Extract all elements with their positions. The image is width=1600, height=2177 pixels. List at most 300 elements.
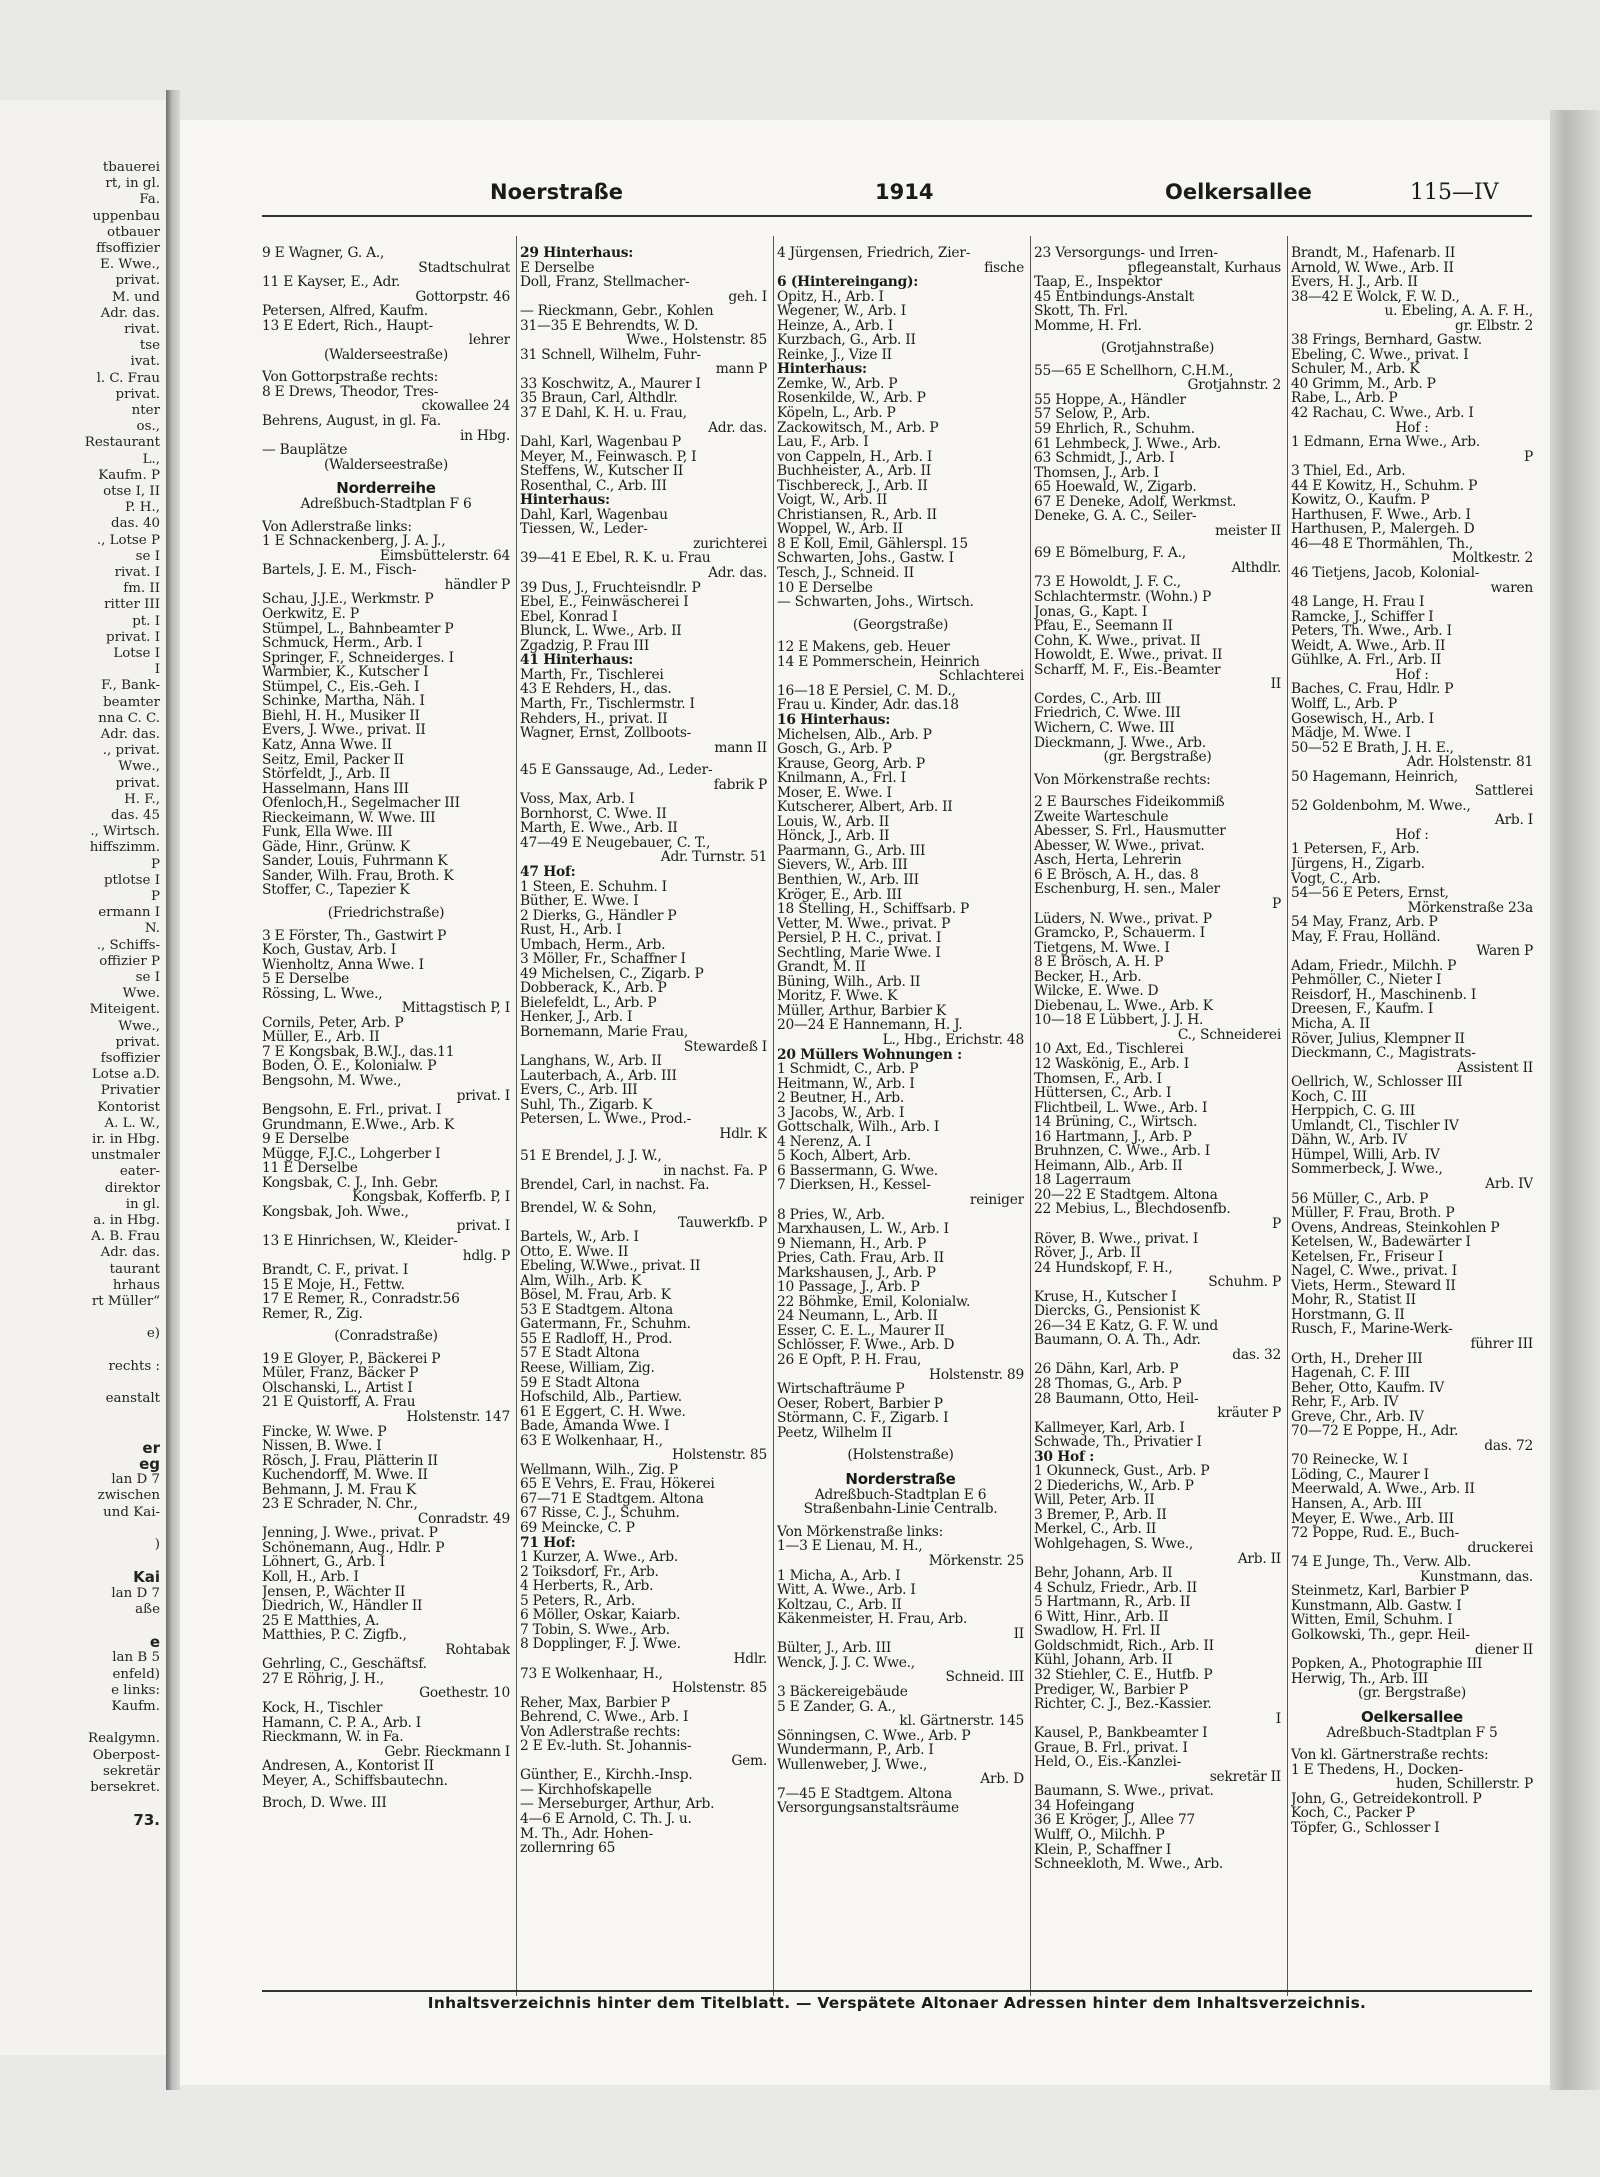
- directory-line: Zgadzig, P. Frau III: [520, 638, 650, 654]
- directory-line: 73 E Howoldt, J. F. C.,: [1034, 575, 1181, 591]
- directory-line: Reinke, J., Vize II: [777, 347, 892, 363]
- directory-line: Asch, Herta, Lehrerin: [1034, 853, 1182, 868]
- directory-line: 18 Stelling, H., Schiffsarb. P: [777, 902, 969, 917]
- directory-line: Käkenmeister, H. Frau, Arb.: [777, 1612, 968, 1627]
- running-head-year: 1914: [875, 180, 934, 204]
- directory-line: Wienholtz, Anna Wwe. I: [262, 957, 424, 973]
- directory-line: Petersen, L. Wwe., Prod.-: [520, 1112, 692, 1127]
- directory-line: Marth, Fr., Tischlerei: [520, 667, 664, 683]
- directory-line: 6 E Brösch, A. H., das. 8: [1034, 867, 1199, 883]
- left-page-line: Wwe.,: [118, 759, 160, 775]
- directory-line: 22 Böhmke, Emil, Kolonialw.: [777, 1294, 971, 1310]
- directory-line: C., Schneiderei: [1177, 1027, 1281, 1043]
- directory-line: 18 Lagerraum: [1034, 1173, 1131, 1188]
- left-page-line: privat.: [115, 273, 160, 289]
- directory-line: 22 Mebius, L., Blechdosenfb.: [1034, 1202, 1231, 1217]
- directory-line: Bornemann, Marie Frau,: [520, 1024, 689, 1040]
- directory-line: Dähn, W., Arb. IV: [1291, 1133, 1408, 1148]
- directory-line: 71 Hof:: [520, 1535, 576, 1551]
- directory-line: Wegener, W., Arb. I: [777, 304, 906, 319]
- directory-line: Will, Peter, Arb. II: [1034, 1493, 1155, 1508]
- directory-line: Behrens, August, in gl. Fa.: [262, 414, 441, 429]
- directory-line: Beher, Otto, Kaufm. IV: [1291, 1380, 1444, 1396]
- directory-line: Kutscherer, Albert, Arb. II: [777, 800, 953, 815]
- directory-line: 8 Dopplinger, F. J. Wwe.: [520, 1637, 681, 1652]
- directory-line: 3 Möller, Fr., Schaffner I: [520, 952, 686, 967]
- directory-line: 46—48 E Thormählen, Th.,: [1291, 536, 1474, 552]
- left-page-line: lan B 5: [112, 1650, 160, 1666]
- directory-line: 24 Neumann, L., Arb. II: [777, 1309, 938, 1324]
- directory-line: Holstenstr. 85: [672, 1448, 767, 1463]
- directory-line: Oerkwitz, E. P: [262, 607, 359, 622]
- left-page-line: otse I, II: [103, 484, 160, 499]
- directory-line: 14 E Pommerschein, Heinrich: [777, 654, 980, 670]
- directory-line: Koch, C. III: [1291, 1089, 1367, 1105]
- directory-line: Assistent II: [1456, 1060, 1533, 1076]
- directory-line: Reisdorf, H., Maschinenb. I: [1291, 987, 1477, 1003]
- directory-line: Arb. I: [1494, 813, 1533, 828]
- left-page-line: Realgymn.: [88, 1731, 160, 1747]
- directory-line: 1 Micha, A., Arb. I: [777, 1568, 901, 1584]
- left-page-line: enfeld): [112, 1666, 160, 1682]
- directory-line: Golkowski, Th., gepr. Heil-: [1291, 1627, 1470, 1643]
- directory-line: 72 Poppe, Rud. E., Buch-: [1291, 1526, 1459, 1541]
- directory-line: Nissen, B. Wwe. I: [262, 1439, 382, 1454]
- directory-line: Sander, Wilh. Frau, Broth. K: [262, 868, 454, 884]
- left-page-line: Kaufm.: [111, 1699, 160, 1714]
- directory-line: Schau, J.J.E., Werkmstr. P: [262, 592, 434, 608]
- directory-line: 4 Schulz, Friedr., Arb. II: [1034, 1580, 1197, 1596]
- directory-line: 41 Hinterhaus:: [520, 653, 634, 668]
- directory-line: Von Mörkenstraße rechts:: [1034, 772, 1211, 788]
- directory-line: Von Adlerstraße rechts:: [520, 1724, 681, 1740]
- directory-line: 9 E Wagner, G. A.,: [262, 246, 385, 261]
- directory-line: Behr, Johann, Arb. II: [1034, 1566, 1173, 1581]
- left-page-line: nna C. C.: [98, 710, 160, 726]
- directory-line: Müller, F. Frau, Broth. P: [1291, 1206, 1455, 1221]
- directory-line: Tesch, J., Schneid. II: [777, 566, 914, 581]
- directory-line: 7 Tobin, S. Wwe., Arb.: [520, 1622, 670, 1638]
- left-page-line: privat.: [115, 386, 160, 402]
- directory-line: Ketelsen, Fr., Friseur I: [1291, 1249, 1444, 1265]
- directory-line: 6 Bassermann, G. Wwe.: [777, 1163, 938, 1179]
- header-rule: [262, 215, 1532, 217]
- directory-line: May, F. Frau, Holländ.: [1291, 929, 1441, 945]
- left-page-line: Kaufm. P: [98, 467, 160, 483]
- directory-line: Marth, E. Wwe., Arb. II: [520, 821, 678, 836]
- directory-line: 16 Hinterhaus:: [777, 712, 891, 728]
- directory-line: Waren P: [1476, 944, 1533, 959]
- directory-line: Dobberack, K., Arb. P: [520, 981, 667, 996]
- directory-line: 12 E Makens, geb. Heuer: [777, 640, 950, 655]
- left-page-line: und Kai-: [103, 1504, 160, 1520]
- directory-line: Bülter, J., Arb. III: [777, 1641, 892, 1656]
- left-page-line: Adr. das.: [100, 305, 160, 321]
- directory-line: mann P: [715, 362, 767, 377]
- directory-line: II: [1013, 1626, 1024, 1642]
- directory-line: Ebeling, W.Wwe., privat. II: [520, 1259, 701, 1274]
- directory-line: 31 Schnell, Wilhelm, Fuhr-: [520, 347, 701, 363]
- running-head-right: Oelkersallee: [1165, 180, 1312, 204]
- directory-line: 19 E Gloyer, P., Bäckerei P: [262, 1351, 441, 1367]
- directory-line: 52 Goldenbohm, M. Wwe.,: [1291, 798, 1471, 814]
- directory-line: Tischbereck, J., Arb. II: [777, 478, 928, 494]
- directory-line: Dreesen, F., Kaufm. I: [1291, 1002, 1434, 1017]
- directory-line: Sander, Louis, Fuhrmann K: [262, 854, 448, 869]
- directory-line: Harthusen, F. Wwe., Arb. I: [1291, 507, 1471, 523]
- directory-line: Heinze, A., Arb. I: [777, 318, 893, 334]
- directory-line: Tauwerkfb. P: [677, 1215, 767, 1231]
- directory-line: Rieckmann, W. in Fa.: [262, 1730, 404, 1745]
- directory-line: (Walderseestraße): [324, 457, 448, 473]
- directory-line: 27 E Röhrig, J. H.,: [262, 1671, 384, 1687]
- directory-line: Witt, A. Wwe., Arb. I: [777, 1583, 916, 1598]
- directory-line: 11 E Derselbe: [262, 1161, 358, 1176]
- directory-line: [777, 1463, 1024, 1471]
- left-page-line: ., Schiffs-: [96, 937, 160, 953]
- directory-line: Gosewisch, H., Arb. I: [1291, 711, 1434, 727]
- directory-line: Röver, Julius, Klempner II: [1291, 1031, 1465, 1047]
- directory-line: 39 Dus, J., Fruchteisndlr. P: [520, 580, 701, 596]
- directory-line: 35 Braun, Carl, Althdlr.: [520, 391, 678, 407]
- directory-line: Kongsbak, C. J., Inh. Gebr.: [262, 1175, 439, 1191]
- directory-line: Peetz, Wilhelm II: [777, 1425, 892, 1441]
- directory-line: Brandt, M., Hafenarb. II: [1291, 246, 1456, 261]
- left-page-line: ., Wirtsch.: [90, 824, 160, 840]
- directory-line: 42 Rachau, C. Wwe., Arb. I: [1291, 406, 1474, 421]
- directory-line: Hasselmann, Hans III: [262, 781, 409, 797]
- left-page-line: fm. II: [123, 581, 160, 597]
- directory-line: 3 Bäckereigebäude: [777, 1684, 908, 1700]
- directory-line: Sievers, W., Arb. III: [777, 858, 908, 873]
- directory-line: Hofschild, Alb., Partiew.: [520, 1390, 682, 1405]
- directory-line: druckerei: [1467, 1540, 1533, 1556]
- directory-line: [1034, 787, 1281, 795]
- directory-line: 26 E Opft, P. H. Frau,: [777, 1353, 922, 1368]
- directory-line: Jürgens, H., Zigarb.: [1291, 856, 1425, 872]
- left-page-line: se I: [135, 548, 160, 564]
- left-page-line: N.: [144, 921, 160, 937]
- directory-line: Meerwald, A. Wwe., Arb. II: [1291, 1482, 1475, 1498]
- directory-line: Held, O., Eis.-Kanzlei-: [1034, 1755, 1182, 1770]
- directory-line: Katz, Anna Wwe. II: [262, 737, 392, 753]
- directory-line: Cohn, K. Wwe., privat. II: [1034, 633, 1201, 649]
- directory-line: [520, 755, 767, 763]
- directory-line: 38 Frings, Bernhard, Gastw.: [1291, 333, 1482, 348]
- directory-line: [262, 921, 510, 929]
- directory-line: Bornhorst, C. Wwe. II: [520, 806, 667, 822]
- directory-line: 57 E Stadt Altona: [520, 1346, 640, 1362]
- directory-line: ckowallee 24: [421, 399, 510, 415]
- directory-line: 30 Hof :: [1034, 1449, 1095, 1465]
- left-page-line: bersekret.: [90, 1780, 160, 1795]
- directory-line: Büning, Wilh., Arb. II: [777, 974, 921, 990]
- directory-line: Köpeln, L., Arb. P: [777, 406, 896, 421]
- directory-line: Hümpel, Willi, Arb. IV: [1291, 1147, 1440, 1163]
- directory-line: Kröger, E., Arb. III: [777, 887, 902, 903]
- directory-line: Vetter, M. Wwe., privat. P: [777, 916, 951, 932]
- directory-line: Hof :: [1395, 420, 1429, 436]
- directory-line: 2 E Ev.-luth. St. Johannis-: [520, 1739, 692, 1754]
- directory-line: Koch, C., Packer P: [1291, 1806, 1415, 1821]
- directory-line: Versorgungsanstaltsräume: [777, 1801, 959, 1816]
- directory-line: 61 Lehmbeck, J. Wwe., Arb.: [1034, 436, 1221, 452]
- directory-line: Evers, J. Wwe., privat. II: [262, 723, 426, 738]
- left-page-line: ): [154, 1537, 160, 1552]
- left-page-line: Kai: [133, 1568, 160, 1587]
- directory-line: Wolff, L., Arb. P: [1291, 696, 1397, 712]
- directory-line: Störmann, C. F., Zigarb. I: [777, 1411, 949, 1426]
- directory-line: Hönck, J., Arb. II: [777, 829, 890, 844]
- directory-line: 4—6 E Arnold, C. Th. J. u.: [520, 1811, 692, 1827]
- directory-line: 5 Koch, Albert, Arb.: [777, 1149, 911, 1164]
- directory-line: Dieckmann, J. Wwe., Arb.: [1034, 735, 1206, 751]
- directory-line: Oellrich, W., Schlosser III: [1291, 1075, 1463, 1090]
- directory-line: Seitz, Emil, Packer II: [262, 752, 404, 768]
- directory-line: Baumann, O. A. Th., Adr.: [1034, 1333, 1201, 1348]
- directory-line: P: [1523, 449, 1533, 465]
- column-1: [262, 246, 510, 1986]
- directory-line: 63 E Wolkenhaar, H.,: [520, 1433, 663, 1449]
- directory-line: Steffens, W., Kutscher II: [520, 464, 684, 479]
- left-page-line: privat.: [115, 775, 160, 791]
- directory-line: Rieckeimann, W. Wwe. III: [262, 810, 436, 826]
- directory-line: 7—45 E Stadtgem. Altona: [777, 1786, 953, 1802]
- directory-line: Bengsohn, E. Frl., privat. I: [262, 1103, 442, 1118]
- directory-line: [1034, 333, 1281, 341]
- directory-line: Momme, H. Frl.: [1034, 318, 1142, 334]
- left-page-line: ffsoffizier: [96, 241, 160, 256]
- directory-line: — Rieckmann, Gebr., Kohlen: [520, 304, 714, 319]
- directory-line: Pfau, E., Seemann II: [1034, 619, 1173, 634]
- directory-line: 56 Müller, C., Arb. P: [1291, 1191, 1429, 1207]
- directory-line: Evers, C., Arb. III: [520, 1083, 638, 1098]
- directory-line: 55 E Radloff, H., Prod.: [520, 1331, 673, 1347]
- directory-line: Mörkenstr. 25: [928, 1554, 1024, 1569]
- left-page-line: er: [142, 1438, 160, 1457]
- directory-line: Pehmöller, C., Nieter I: [1291, 973, 1442, 988]
- directory-line: 1 Schmidt, C., Arb. P: [777, 1062, 919, 1077]
- directory-line: sekretär II: [1209, 1769, 1281, 1785]
- directory-line: Stoffer, C., Tapezier K: [262, 883, 410, 898]
- directory-line: 57 Selow, P., Arb.: [1034, 407, 1151, 423]
- directory-line: Friedrich, C. Wwe. III: [1034, 706, 1181, 721]
- directory-line: Behrend, C. Wwe., Arb. I: [520, 1710, 689, 1725]
- left-page-line: Lotse I: [113, 646, 160, 661]
- directory-line: Mügge, F.J.C., Lohgerber I: [262, 1146, 441, 1162]
- directory-line: Kunstmann, das.: [1419, 1569, 1533, 1585]
- directory-line: reiniger: [969, 1193, 1024, 1208]
- directory-line: 5 E Zander, G. A.,: [777, 1699, 896, 1715]
- left-page-line: uppenbau: [92, 208, 160, 224]
- column-separator: [773, 236, 774, 1996]
- directory-line: 10 Axt, Ed., Tischlerei: [1034, 1042, 1184, 1057]
- directory-line: 1 E Schnackenberg, J. A. J.,: [262, 534, 446, 549]
- directory-line: Löding, C., Maurer I: [1291, 1467, 1429, 1483]
- left-page-line: rt, in gl.: [105, 176, 160, 192]
- directory-line: Buchheister, A., Arb. II: [777, 464, 931, 479]
- directory-line: Ovens, Andreas, Steinkohlen P: [1291, 1220, 1500, 1236]
- directory-line: 3 Thiel, Ed., Arb.: [1291, 464, 1406, 479]
- directory-line: Benthien, W., Arb. III: [777, 872, 919, 888]
- directory-line: Frau u. Kinder, Adr. das.18: [777, 698, 959, 713]
- directory-line: Kallmeyer, Karl, Arb. I: [1034, 1420, 1185, 1436]
- page-edge: [1550, 110, 1600, 2090]
- directory-line: Löhnert, G., Arb. I: [262, 1555, 385, 1571]
- directory-line: 28 Baumann, Otto, Heil-: [1034, 1391, 1199, 1407]
- directory-line: Adr. das.: [708, 420, 767, 436]
- directory-line: 5 Hartmann, R., Arb. II: [1034, 1595, 1191, 1610]
- left-page-line: ritter III: [104, 597, 160, 613]
- directory-line: Schwarten, Johs., Gastw. I: [777, 551, 954, 567]
- directory-line: (Conradstraße): [334, 1329, 438, 1344]
- directory-line: Sattlerei: [1474, 784, 1533, 799]
- directory-line: Brendel, Carl, in nachst. Fa.: [520, 1178, 710, 1193]
- directory-line: gr. Elbstr. 2: [1454, 318, 1533, 334]
- left-page-line: eater-: [119, 1164, 160, 1180]
- directory-line: fische: [984, 260, 1024, 276]
- column-separator: [516, 236, 517, 1996]
- left-page-line: rivat. I: [114, 565, 160, 580]
- directory-line: Rehders, H., privat. II: [520, 711, 668, 727]
- directory-line: 7 E Kongsbak, B.W.J., das.11: [262, 1044, 455, 1060]
- directory-line: 14 Brüning, C., Wirtsch.: [1034, 1115, 1198, 1130]
- directory-line: Witten, Emil, Schuhm. I: [1291, 1613, 1453, 1628]
- directory-line: Merkel, C., Arb. II: [1034, 1522, 1157, 1538]
- directory-line: Cornils, Peter, Arb. P: [262, 1015, 404, 1031]
- directory-line: Moltkestr. 2: [1451, 551, 1533, 567]
- directory-line: 61 E Eggert, C. H. Wwe.: [520, 1404, 686, 1420]
- directory-line: Adr. das.: [708, 566, 767, 581]
- directory-line: Kühl, Johann, Arb. II: [1034, 1653, 1173, 1668]
- footer-rule: [262, 1990, 1532, 1992]
- directory-line: 55 Hoppe, A., Händler: [1034, 392, 1186, 408]
- directory-line: händler P: [444, 577, 510, 593]
- directory-line: Gottorpstr. 46: [415, 289, 510, 305]
- directory-line: Rehr, F., Arb. IV: [1291, 1395, 1399, 1410]
- left-page-line: privat.: [115, 1034, 160, 1050]
- left-page-line: Wwe.,: [118, 1018, 160, 1034]
- directory-line: — Schwarten, Johs., Wirtsch.: [777, 595, 974, 610]
- directory-line: 55—65 E Schellhorn, C.H.M.,: [1034, 363, 1234, 379]
- directory-line: Müler, Franz, Bäcker P: [262, 1366, 419, 1381]
- directory-line: 23 Versorgungs- und Irren-: [1034, 246, 1218, 261]
- column-5: [1291, 246, 1533, 1986]
- directory-line: Funk, Ella Wwe. III: [262, 825, 393, 840]
- directory-line: Doll, Franz, Stellmacher-: [520, 275, 690, 290]
- directory-line: Peters, Th. Wwe., Arb. I: [1291, 624, 1452, 639]
- directory-line: Springer, F., Schneiderges. I: [262, 650, 454, 666]
- directory-line: 3 Jacobs, W., Arb. I: [777, 1105, 905, 1121]
- directory-line: Blunck, L. Wwe., Arb. II: [520, 624, 682, 639]
- directory-line: Von Adlerstraße links:: [262, 519, 412, 535]
- directory-line: Skott, Th. Frl.: [1034, 304, 1129, 319]
- left-page-line: direktor: [104, 1180, 160, 1196]
- directory-line: Müller, Arthur, Barbier K: [777, 1003, 946, 1019]
- directory-line: 2 E Baursches Fideikommiß: [1034, 795, 1225, 810]
- left-page-line: Oberpost-: [92, 1747, 160, 1763]
- left-page-line: e links:: [111, 1682, 160, 1698]
- directory-line: Reese, William, Zig.: [520, 1361, 655, 1376]
- directory-line: Hansen, A., Arb. III: [1291, 1497, 1422, 1512]
- directory-line: 13 E Edert, Rich., Haupt-: [262, 318, 433, 334]
- directory-line: [262, 362, 510, 370]
- directory-line: Dahl, Karl, Wagenbau: [520, 507, 668, 523]
- directory-line: 1 Edmann, Erna Wwe., Arb.: [1291, 435, 1480, 450]
- directory-line: hdlg. P: [462, 1248, 510, 1264]
- directory-line: 4 Jürgensen, Friedrich, Zier-: [777, 246, 971, 261]
- directory-line: 11 E Kayser, E., Adr.: [262, 275, 401, 290]
- directory-line: Boden, O. E., Kolonialw. P: [262, 1059, 437, 1074]
- directory-line: Hüttersen, C., Arb. I: [1034, 1086, 1172, 1101]
- left-page-line: F., Bank-: [101, 678, 160, 694]
- directory-line: [520, 1193, 767, 1201]
- directory-line: 32 Stiehler, C. E., Hutfb. P: [1034, 1667, 1213, 1683]
- left-page-line: ., Lotse P: [96, 532, 160, 548]
- directory-line: (Georgstraße): [852, 617, 949, 633]
- column-2: [520, 246, 767, 1986]
- directory-line: Thomsen, J., Arb. I: [1034, 465, 1159, 481]
- left-page-line: privat. I: [106, 629, 160, 645]
- left-page-line: beamter: [103, 694, 160, 710]
- left-page-line: rechts :: [108, 1358, 160, 1374]
- directory-line: waren: [1490, 580, 1533, 596]
- directory-line: 1 E Thedens, H., Docken-: [1291, 1762, 1463, 1778]
- directory-line: Bade, Amanda Wwe. I: [520, 1419, 670, 1434]
- directory-line: Dieckmann, C., Magistrats-: [1291, 1046, 1476, 1061]
- directory-line: 47—49 E Neugebauer, C. T.,: [520, 835, 711, 851]
- left-page-line: H. F.,: [124, 791, 160, 807]
- directory-line: u. Ebeling, A. A. F. H.,: [1384, 304, 1533, 319]
- directory-line: Adam, Friedr., Milchh. P: [1291, 958, 1457, 974]
- directory-line: Bielefeldt, L., Arb. P: [520, 995, 657, 1011]
- directory-line: Scharff, M. F., Eis.-Beamter: [1034, 662, 1221, 678]
- directory-line: Goldschmidt, Rich., Arb. II: [1034, 1638, 1214, 1654]
- directory-line: 6 Witt, Hinr., Arb. II: [1034, 1609, 1169, 1625]
- street-heading: Norderreihe: [336, 480, 436, 498]
- page-number: 115—IV: [1410, 180, 1499, 205]
- directory-line: Tietgens, M. Wwe. I: [1034, 940, 1170, 956]
- directory-line: [262, 512, 510, 520]
- directory-line: Swadlow, H. Frl. II: [1034, 1624, 1161, 1639]
- street-heading: Norderstraße: [845, 1470, 956, 1488]
- directory-line: Bartels, J. E. M., Fisch-: [262, 563, 417, 578]
- left-page-line: Adr. das.: [100, 1245, 160, 1261]
- directory-line: Opitz, H., Arb. I: [777, 289, 884, 305]
- left-page-line: fsoffizier: [100, 1051, 160, 1066]
- directory-line: Heitmann, W., Arb. I: [777, 1076, 915, 1092]
- directory-line: Bösel, M. Frau, Arb. K: [520, 1288, 671, 1303]
- directory-line: Becker, H., Arb.: [1034, 969, 1142, 985]
- directory-line: 5 E Derselbe: [262, 972, 350, 987]
- directory-line: Bruhnzen, C. Wwe., Arb. I: [1034, 1144, 1210, 1159]
- column-separator: [1030, 236, 1031, 1996]
- column-4: [1034, 246, 1281, 1986]
- directory-line: 1 Steen, E. Schuhm. I: [520, 879, 667, 895]
- directory-line: 40 Grimm, M., Arb. P: [1291, 376, 1436, 392]
- directory-line: 50 Hagemann, Heinrich,: [1291, 769, 1459, 785]
- directory-line: Lauterbach, A., Arb. III: [520, 1068, 677, 1084]
- footer-notice: Inhaltsverzeichnis hinter dem Titelblatt. — Verspätete Altonaer Adressen hinter dem Inhaltsverzeichnis.: [427, 1994, 1367, 2012]
- directory-line: Hagenah, C. F. III: [1291, 1366, 1410, 1381]
- directory-line: Grandt, M. II: [777, 960, 866, 975]
- directory-line: 20—24 E Hannemann, H. J.: [777, 1018, 963, 1033]
- directory-line: Wwe., Holstenstr. 85: [626, 333, 767, 348]
- left-page-line: E. Wwe.,: [100, 257, 160, 273]
- directory-line: 46 Tietjens, Jacob, Kolonial-: [1291, 566, 1480, 581]
- directory-line: 54—56 E Peters, Ernst,: [1291, 886, 1449, 901]
- left-page-line: sekretär: [102, 1763, 160, 1779]
